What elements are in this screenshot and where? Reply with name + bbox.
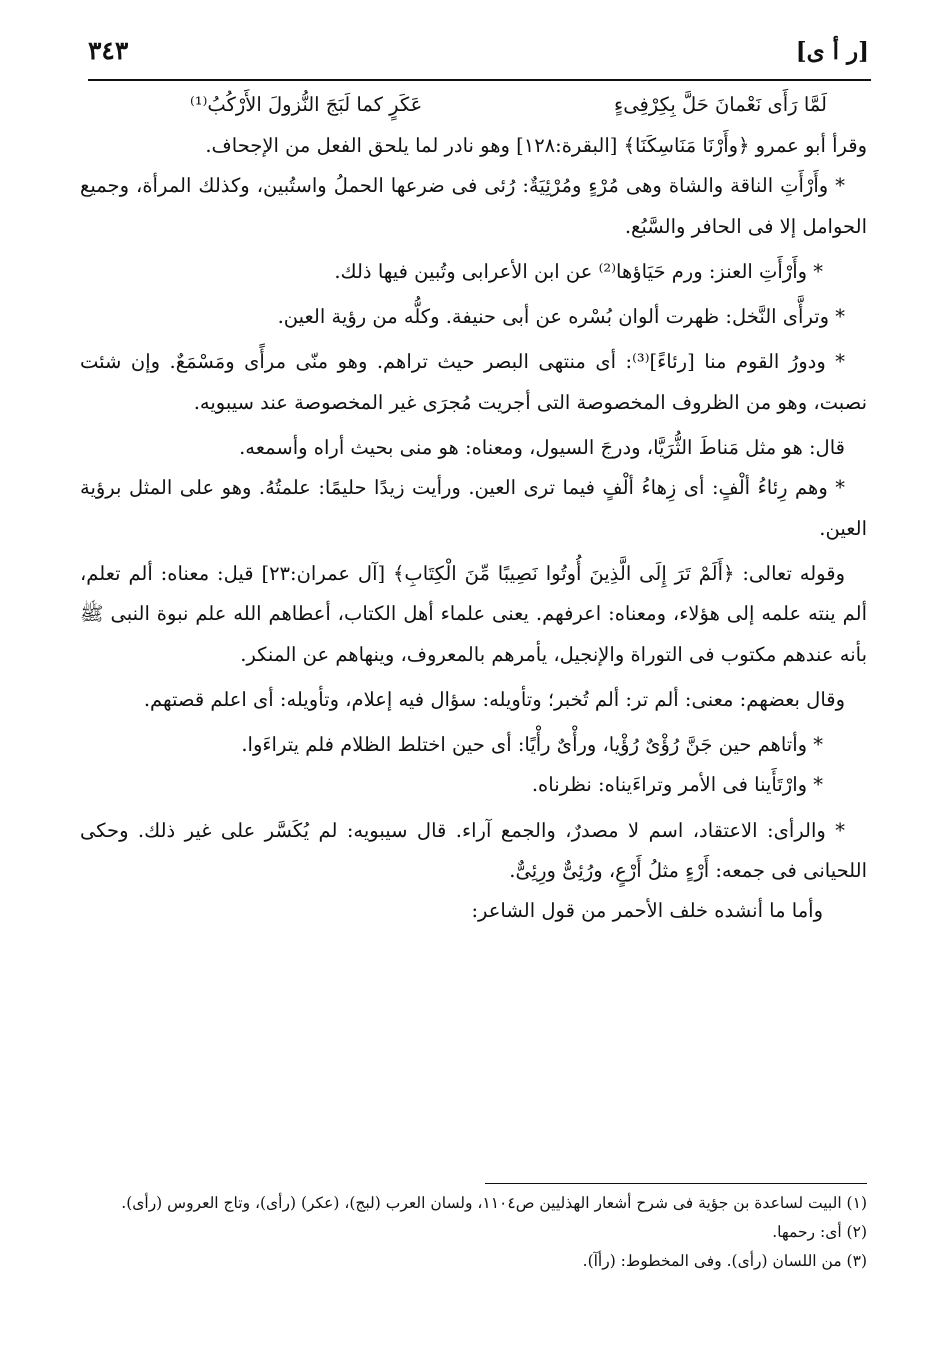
paragraph: * ودورُ القوم منا [رئاءً]⁽³⁾: أى منتهى البصر حيث تراهم. وهو منّى مرأًى ومَسْمَعٌ. وإن شئت نصبت، وهو من الظروف المخصوصة التى أجريت مُجرَى غير المخصوصة عند سيبويه. [80, 350, 867, 414]
header-divider [88, 79, 871, 81]
verse-second-hemistich: عَكَرٍ كما لَبَجَ النُّزولَ الأَرْكُبُ⁽¹⁾ [190, 93, 423, 116]
page-header [88, 38, 869, 78]
page-number: ٣٤٣ [88, 36, 129, 65]
footnotes [80, 1189, 867, 1276]
paragraph: وقال بعضهم: معنى: ألم تر: ألم تُخبر؛ وتأويله: سؤال فيه إعلام، وتأويله: أى اعلم قصتهم. [143, 687, 845, 711]
paragraph: * وترأَّى النَّخل: ظهرت ألوان بُسْره عن أبى حنيفة. وكلُّه من رؤية العين. [277, 305, 845, 329]
poetry-verse [80, 84, 867, 126]
footnote: (٢) أى: رحمها. [772, 1223, 867, 1241]
footnote-divider [485, 1183, 867, 1184]
paragraph: * وارْتَأَينا فى الأمر وتراءَيناه: نظرناه. [531, 773, 823, 797]
paragraph: قال: هو مثل مَناطَ الثُّرَيَّا، ودرجَ السيول، ومعناه: هو منى بحيث أراه وأسمعه. [239, 436, 845, 460]
paragraph: * والرأى: الاعتقاد، اسم لا مصدرٌ، والجمع آراء. قال سيبويه: لم يُكَسَّر على غير ذلك. وحكى اللحيانى فى جمعه: أَرْءٍ مثلُ أَرْعٍ، ورُئِىٌّ ورِئِىٌّ. [80, 818, 867, 883]
running-header-root: [ر أ ى] [795, 38, 869, 65]
footnote: (١) البيت لساعدة بن جؤية فى شرح أشعار الهذليين ص١١٠٤، ولسان العرب (لبج)، (عكر) (رأى)، وتاج العروس (رأى). [121, 1194, 867, 1212]
footnote: (٣) من اللسان (رأى). وفى المخطوط: (رأآ). [582, 1252, 867, 1270]
paragraph: وقوله تعالى: ﴿أَلَمْ تَرَ إِلَى الَّذِينَ أُوتُوا نَصِيبًا مِّنَ الْكِتَابِ﴾ [آل عمران:٢٣] قيل: معناه: ألم تعلم، ألم ينته علمه إلى هؤلاء، ومعناه: اعرفهم. يعنى علماء أهل الكتاب، أعطاهم الله علم نبوة النبى ﷺ بأنه عندهم مكتوب فى التوراة والإنجيل، يأمرهم بالمعروف، وينهاهم عن المنكر. [80, 561, 867, 666]
paragraph: * وأتاهم حين جَنَّ رُؤْىٌ رُؤْيا، ورأْىٌ رأْيًا: أى حين اختلط الظلام فلم يتراءَوا. [241, 733, 823, 757]
paragraph: وقرأ أبو عمرو ﴿وأَرْنَا مَنَاسِكَنَا﴾ [البقرة:١٢٨] وهو نادر لما يلحق الفعل من الإجحاف. [205, 134, 867, 157]
paragraph: * وهم رِئاءُ ألْفٍ: أى زِهاءُ ألْفٍ فيما ترى العين. ورأيت زيدًا حليمًا: علمتُهُ. وهو على المثل برؤية العين. [80, 476, 867, 540]
main-text [80, 84, 867, 932]
paragraph: * وأَرْأَتِ العنز: ورم حَيَاؤها⁽²⁾ عن ابن الأعرابى وتُبين فيها ذلك. [334, 259, 823, 283]
paragraph: * وأَرْأَتِ الناقة والشاة وهى مُرْءٍ ومُرْئِيَةٌ: رُئى فى ضرعها الحملُ واستُبين، وكذلك المرأة، وجميع الحوامل إلا فى الحافر والسَّبُع. [80, 174, 867, 238]
paragraph: وأما ما أنشده خلف الأحمر من قول الشاعر: [471, 899, 823, 923]
verse-first-hemistich: لَمَّا رَأَى نَعْمانَ حَلَّ بِكِرْفِىءٍ [614, 93, 827, 116]
